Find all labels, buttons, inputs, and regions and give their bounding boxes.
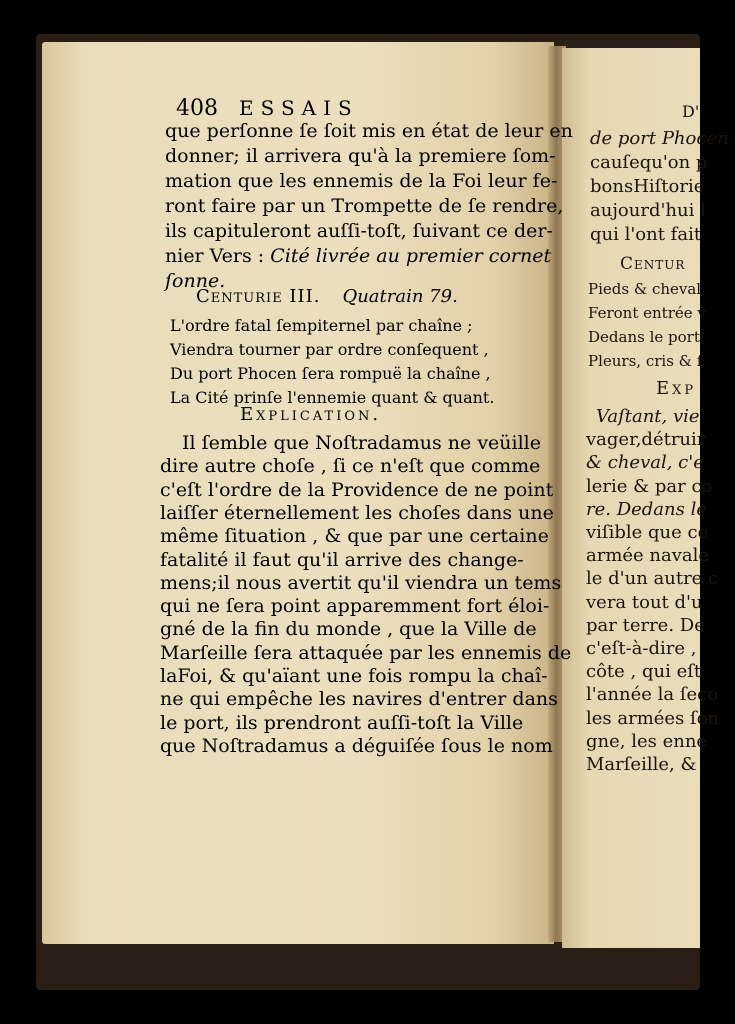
italic-quote: Cité livrée au premier cornet bbox=[270, 245, 552, 267]
right-text-line: & cheval, c'e bbox=[586, 452, 704, 474]
right-verse-line: Pleurs, cris & ſ bbox=[588, 352, 703, 370]
text-line: ront faire par un Trompette de ſe rendre, bbox=[165, 195, 564, 217]
centurie-label: Centurie III. bbox=[196, 286, 321, 307]
right-text-line: viſible que ce bbox=[586, 522, 709, 543]
explication-heading: Explication. bbox=[240, 404, 382, 425]
verse-line: La Cité prinſe l'ennemie quant & quant. bbox=[170, 388, 495, 407]
verse-line: L'ordre fatal ſempiternel par chaîne ; bbox=[170, 316, 473, 335]
text-line: ſonne. bbox=[165, 270, 226, 292]
verse-line: Du port Phocen ſera rompuë la chaîne , bbox=[170, 364, 491, 383]
right-text-line: Marſeille, & bbox=[586, 754, 697, 775]
right-text-line: vager,détruir bbox=[586, 429, 706, 451]
text-line: Marſeille ſera attaquée par les ennemis de bbox=[160, 641, 572, 664]
right-text-line: armée navale bbox=[586, 545, 710, 567]
right-page bbox=[562, 48, 729, 948]
text-line: dire autre choſe , ſi ce n'eſt que comme bbox=[160, 455, 541, 478]
text-line: mens;il nous avertit qu'il viendra un tems bbox=[160, 571, 562, 594]
text-line bbox=[165, 245, 551, 267]
right-verse-line: Feront entrée v bbox=[588, 304, 706, 322]
text-line: gné de la fin du monde , que la Ville de bbox=[160, 618, 537, 641]
right-text-line: bonsHiſtorie bbox=[590, 176, 705, 197]
right-verse-line: Pieds & cheval bbox=[588, 280, 702, 298]
running-title: ESSAIS bbox=[239, 96, 359, 120]
right-text-line: côte , qui eſt bbox=[586, 661, 702, 683]
right-verse-line: Dedans le port bbox=[588, 328, 700, 346]
right-centurie-heading: Centur bbox=[620, 254, 686, 274]
right-text-line: le d'un autre c bbox=[586, 568, 719, 590]
right-running-title: D' bbox=[682, 102, 700, 121]
right-text-line: les armées ſon bbox=[586, 707, 720, 729]
text-line: laFoi, & qu'aïant une fois rompu la chaî- bbox=[160, 665, 548, 687]
right-text-line: l'année la ſeco bbox=[586, 684, 719, 706]
text-line: que Noſtradamus a déguiſée ſous le nom bbox=[160, 734, 553, 757]
right-text-line: de port Phocen bbox=[590, 128, 729, 149]
text-line: c'eſt l'ordre de la Providence de ne point bbox=[160, 478, 554, 501]
right-text-line: aujourd'hui l bbox=[590, 200, 706, 221]
right-text-line: re. Dedans le bbox=[586, 498, 707, 520]
running-header bbox=[176, 96, 359, 121]
page-number: 408 bbox=[176, 96, 218, 121]
text-line: même ſituation , & que par une certaine bbox=[160, 525, 549, 548]
text-line: laiſſer éternellement les choſes dans une bbox=[160, 501, 554, 524]
right-text-line: c'eſt-à-dire , bbox=[586, 638, 697, 659]
right-explication-heading: Exp bbox=[656, 378, 697, 399]
text-line: mation que les ennemis de la Foi leur fe- bbox=[165, 170, 558, 192]
text-line: fatalité il faut qu'il arrive des change- bbox=[160, 548, 524, 571]
text-line: Il ſemble que Noſtradamus ne veüille bbox=[182, 432, 542, 454]
right-text-line: cauſequ'on p bbox=[590, 152, 708, 173]
text-line: ne qui empêche les navires d'entrer dans bbox=[160, 688, 558, 711]
text-line: que perſonne ſe ſoit mis en état de leur en bbox=[165, 120, 573, 142]
verse-line: Viendra tourner par ordre conſequent , bbox=[170, 340, 489, 359]
right-text-line: qui l'ont fait bbox=[590, 224, 702, 245]
right-text-line: vera tout d'u bbox=[586, 591, 703, 613]
text-line: donner; il arrivera qu'à la premiere ſom- bbox=[165, 145, 556, 167]
quatrain-label: Quatrain 79. bbox=[342, 286, 458, 307]
right-text-line: par terre. De bbox=[586, 614, 705, 636]
text-span: nier Vers : bbox=[165, 245, 271, 267]
right-text-line: gne, les enne bbox=[586, 730, 708, 752]
text-line: qui ne ſera point apparemment fort éloi- bbox=[160, 595, 550, 618]
centurie-heading bbox=[196, 286, 458, 307]
right-text-line: lerie & par co bbox=[586, 475, 713, 497]
text-line: ils capituleront auſſi-toſt, ſuivant ce der- bbox=[165, 220, 553, 242]
text-line: le port, ils prendront auſſi-toſt la Ville bbox=[160, 711, 524, 734]
right-text-line: Vaſtant, vie bbox=[596, 406, 700, 427]
